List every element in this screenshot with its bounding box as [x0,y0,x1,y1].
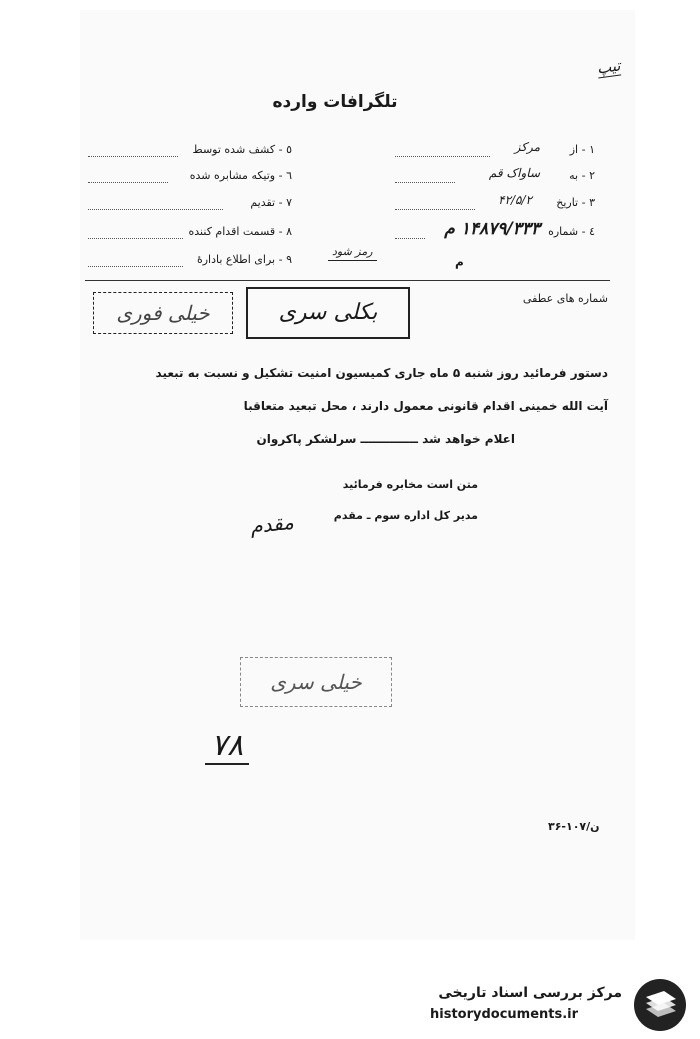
closing-line-2: مدیر کل اداره سوم ـ مقدم [333,509,478,522]
footer-website[interactable]: historydocuments.ir [430,1007,579,1022]
field-info-line [88,266,183,267]
page-title: تلگرافات وارده [272,92,398,112]
underlined-note: رمز شود [328,245,377,261]
reference-numbers-label: شماره های عطفی [522,292,608,305]
document-paper [80,10,635,940]
field-date-label: ٣ - تاریخ [556,196,595,209]
field-action-line [88,238,183,239]
field-from-value: مرکز [514,140,540,154]
field-to-line [395,182,455,183]
body-line-3: اعلام خواهد شد ــــــــــــــ سرلشکر پاکروان [256,432,515,446]
small-mark: م [455,255,464,269]
footer-org-name: مرکز بررسی اسناد تاریخی [438,985,622,1001]
signature: مقدم [248,509,295,539]
field-from-label: ١ - از [569,143,595,156]
field-matched-label: ٦ - وتیکه مشابره شده [189,169,292,182]
field-action-label: ٨ - قسمت اقدام کننده [188,225,292,238]
bottom-classification-stamp: خیلی سری [240,657,392,707]
archive-logo-icon [632,977,688,1033]
header-divider [85,280,610,281]
field-number-line [395,238,425,239]
body-line-2: آیت الله خمینی اقدام قانونی معمول دارند ، محل تبعید متعاقبا [243,399,608,413]
field-submit-label: ٧ - تقدیم [250,196,292,209]
field-matched-line [88,182,168,183]
field-to-label: ٢ - به [569,169,595,182]
field-submit-line [88,209,223,210]
field-decoded-label: ٥ - کشف شده توسط [192,143,292,156]
handling-stamp: خیلی فوری [93,292,233,334]
field-info-label: ٩ - برای اطلاع بادارۀ [196,253,292,266]
corner-handwriting: تیپ [595,56,622,78]
document-code: ۳۶-۱۰۷/ن [548,820,600,833]
field-number-value: ۱۴۸۷۹/۳۳۳ م [444,219,540,239]
closing-line-1: متن است مخابره فرمائید [342,478,478,491]
field-from-line [395,156,490,157]
classification-stamp: بکلی سری [246,287,410,339]
field-to-value: ساواک قم [488,166,540,180]
field-number-label: ٤ - شماره [548,225,595,238]
body-line-1: دستور فرمائید روز شنبه ۵ ماه جاری کمیسیون امنیت تشکیل و نسبت به تبعید [155,366,608,380]
field-date-line [395,209,475,210]
field-decoded-line [88,156,178,157]
handwritten-page-number: ۷۸ [205,728,249,765]
field-date-value: ۴۲/۵/۲ [498,193,532,207]
